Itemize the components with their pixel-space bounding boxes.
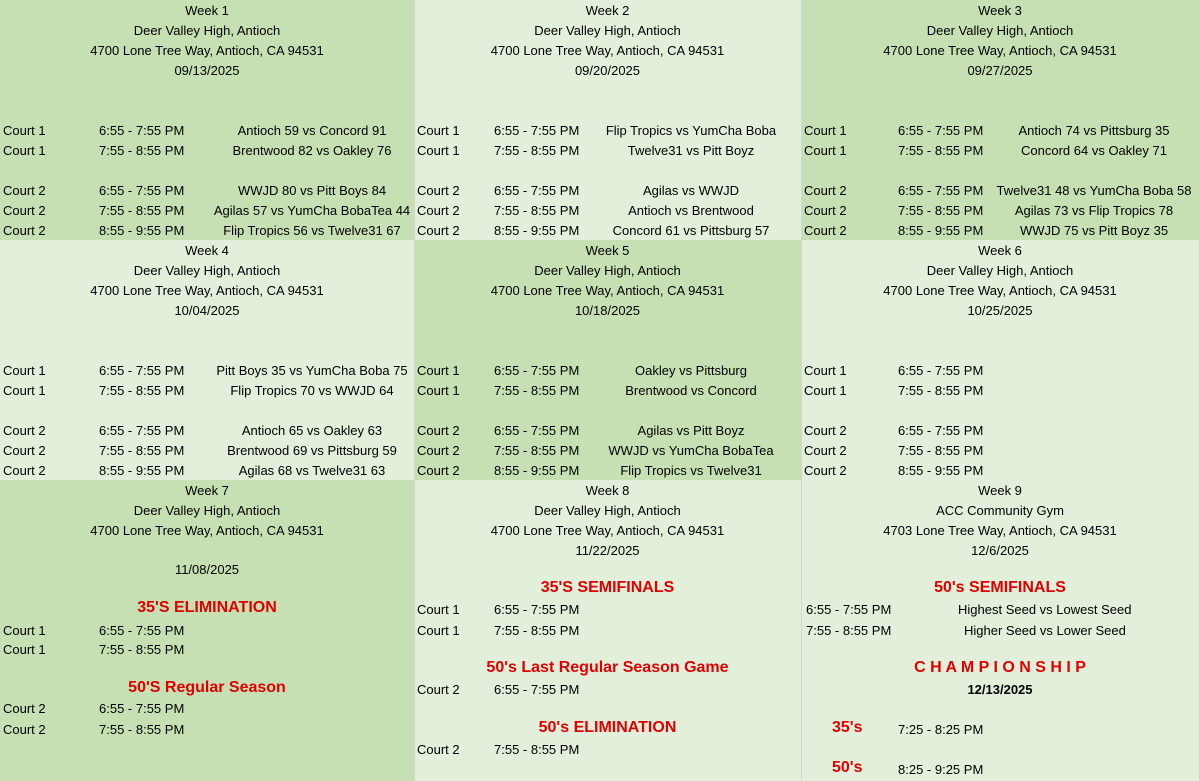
game-time: 7:55 - 8:55 PM [99, 143, 185, 158]
game-matchup: Antioch 74 vs Pittsburg 35 [1018, 123, 1170, 138]
court-label: Court 1 [417, 623, 460, 638]
court-label: Court 2 [804, 463, 847, 478]
court-label: Court 2 [3, 423, 46, 438]
court-label: Court 2 [804, 443, 847, 458]
week-label: Week 4 [185, 243, 229, 258]
court-label: Court 2 [804, 423, 847, 438]
game-time: 7:55 - 8:55 PM [494, 143, 580, 158]
game-time: 7:55 - 8:55 PM [494, 742, 580, 757]
court-label: Court 2 [804, 203, 847, 218]
venue-name: ACC Community Gym [936, 503, 1064, 518]
game-time: 7:55 - 8:55 PM [898, 443, 984, 458]
week-label: Week 6 [978, 243, 1022, 258]
game-time: 7:25 - 8:25 PM [898, 722, 984, 737]
game-time: 6:55 - 7:55 PM [494, 682, 580, 697]
venue-address: 4700 Lone Tree Way, Antioch, CA 94531 [90, 43, 324, 58]
court-label: Court 2 [417, 183, 460, 198]
game-matchup: Brentwood vs Concord [625, 383, 757, 398]
venue-name: Deer Valley High, Antioch [133, 23, 281, 38]
court-label: Court 2 [417, 742, 460, 757]
venue-address: 4703 Lone Tree Way, Antioch, CA 94531 [883, 523, 1117, 538]
game-date: 10/04/2025 [174, 303, 240, 318]
venue-name: Deer Valley High, Antioch [926, 263, 1074, 278]
section-heading: 35'S SEMIFINALS [540, 579, 675, 596]
venue-name: Deer Valley High, Antioch [133, 503, 281, 518]
section-heading: 35'S ELIMINATION [137, 599, 277, 616]
court-label: Court 1 [804, 383, 847, 398]
game-matchup: Highest Seed vs Lowest Seed [958, 602, 1132, 617]
section-heading: 50's SEMIFINALS [934, 579, 1066, 596]
game-time: 7:55 - 8:55 PM [898, 383, 984, 398]
game-time: 6:55 - 7:55 PM [99, 123, 185, 138]
court-label: Court 2 [417, 223, 460, 238]
court-label: Court 2 [804, 183, 847, 198]
venue-name: Deer Valley High, Antioch [534, 263, 681, 278]
game-time: 6:55 - 7:55 PM [494, 363, 580, 378]
week-label: Week 1 [185, 3, 229, 18]
court-label: Court 1 [3, 143, 46, 158]
game-matchup: WWJD vs YumCha BobaTea [608, 443, 774, 458]
game-matchup: Flip Tropics vs YumCha Boba [605, 123, 777, 138]
game-matchup: Flip Tropics 56 vs Twelve31 67 [223, 223, 401, 238]
court-label: Court 2 [3, 183, 46, 198]
venue-address: 4700 Lone Tree Way, Antioch, CA 94531 [883, 283, 1117, 298]
game-time: 6:55 - 7:55 PM [898, 363, 984, 378]
court-label: Court 1 [3, 363, 46, 378]
game-matchup: Agilas 73 vs Flip Tropics 78 [1014, 203, 1174, 218]
game-matchup: Higher Seed vs Lower Seed [964, 623, 1126, 638]
game-time: 7:55 - 8:55 PM [494, 203, 580, 218]
venue-name: Deer Valley High, Antioch [534, 23, 681, 38]
court-label: Court 1 [417, 123, 460, 138]
game-time: 7:55 - 8:55 PM [494, 443, 580, 458]
game-time: 6:55 - 7:55 PM [99, 423, 185, 438]
championship-date: 12/13/2025 [967, 682, 1033, 697]
court-label: Court 2 [417, 203, 460, 218]
division-label: 35's [832, 719, 863, 736]
game-date: 11/22/2025 [575, 543, 640, 558]
court-label: Court 1 [417, 383, 460, 398]
court-label: Court 1 [417, 602, 460, 617]
court-label: Court 2 [3, 443, 46, 458]
game-date: 09/20/2025 [574, 63, 641, 78]
game-date: 10/25/2025 [967, 303, 1033, 318]
game-matchup: WWJD 75 vs Pitt Boyz 35 [1019, 223, 1169, 238]
game-time: 7:55 - 8:55 PM [806, 623, 892, 638]
week-label: Week 8 [585, 483, 630, 498]
venue-name: Deer Valley High, Antioch [926, 23, 1074, 38]
game-matchup: Pitt Boys 35 vs YumCha Boba 75 [216, 363, 408, 378]
court-label: Court 2 [417, 443, 460, 458]
game-time: 6:55 - 7:55 PM [898, 183, 984, 198]
game-date: 09/27/2025 [967, 63, 1033, 78]
court-label: Court 1 [3, 383, 46, 398]
game-time: 6:55 - 7:55 PM [494, 183, 580, 198]
court-label: Court 2 [3, 203, 46, 218]
game-time: 7:55 - 8:55 PM [99, 383, 185, 398]
court-label: Court 2 [417, 682, 460, 697]
week-label: Week 5 [585, 243, 630, 258]
court-label: Court 2 [3, 701, 46, 716]
game-time: 7:55 - 8:55 PM [99, 443, 185, 458]
game-time: 7:55 - 8:55 PM [99, 203, 185, 218]
game-time: 6:55 - 7:55 PM [898, 423, 984, 438]
court-label: Court 2 [417, 423, 460, 438]
court-label: Court 1 [3, 623, 46, 638]
court-label: Court 1 [804, 363, 847, 378]
game-date: 11/08/2025 [174, 562, 240, 577]
game-time: 6:55 - 7:55 PM [806, 602, 892, 617]
game-time: 6:55 - 7:55 PM [494, 423, 580, 438]
game-time: 6:55 - 7:55 PM [898, 123, 984, 138]
week-label: Week 7 [185, 483, 229, 498]
division-label: 50's [832, 759, 863, 776]
game-matchup: Agilas vs Pitt Boyz [637, 423, 745, 438]
court-label: Court 2 [3, 722, 46, 737]
game-time: 8:55 - 9:55 PM [99, 223, 185, 238]
game-matchup: WWJD 80 vs Pitt Boys 84 [237, 183, 387, 198]
court-label: Court 2 [3, 223, 46, 238]
venue-address: 4700 Lone Tree Way, Antioch, CA 94531 [883, 43, 1117, 58]
game-time: 7:55 - 8:55 PM [99, 722, 185, 737]
game-time: 6:55 - 7:55 PM [99, 363, 185, 378]
game-time: 6:55 - 7:55 PM [494, 123, 580, 138]
game-matchup: Flip Tropics vs Twelve31 [620, 463, 762, 478]
game-date: 09/13/2025 [174, 63, 240, 78]
court-label: Court 1 [3, 642, 46, 657]
game-time: 6:55 - 7:55 PM [99, 623, 185, 638]
court-label: Court 2 [3, 463, 46, 478]
game-matchup: Brentwood 82 vs Oakley 76 [232, 143, 392, 158]
game-time: 7:55 - 8:55 PM [898, 203, 984, 218]
venue-address: 4700 Lone Tree Way, Antioch, CA 94531 [90, 283, 324, 298]
game-matchup: Antioch 65 vs Oakley 63 [241, 423, 383, 438]
game-time: 7:55 - 8:55 PM [494, 623, 580, 638]
game-matchup: Agilas vs WWJD [642, 183, 740, 198]
week-label: Week 9 [978, 483, 1022, 498]
game-time: 8:55 - 9:55 PM [494, 463, 580, 478]
game-matchup: Antioch 59 vs Concord 91 [237, 123, 387, 138]
game-time: 7:55 - 8:55 PM [898, 143, 984, 158]
game-time: 7:55 - 8:55 PM [494, 383, 580, 398]
game-matchup: Agilas 57 vs YumCha BobaTea 44 [213, 203, 411, 218]
game-time: 7:55 - 8:55 PM [99, 642, 185, 657]
game-matchup: Antioch vs Brentwood [628, 203, 754, 218]
game-matchup: Agilas 68 vs Twelve31 63 [238, 463, 386, 478]
game-time: 8:25 - 9:25 PM [898, 762, 984, 777]
court-label: Court 1 [417, 143, 460, 158]
game-matchup: Concord 64 vs Oakley 71 [1021, 143, 1167, 158]
court-label: Court 1 [804, 143, 847, 158]
game-time: 6:55 - 7:55 PM [99, 183, 185, 198]
venue-address: 4700 Lone Tree Way, Antioch, CA 94531 [490, 523, 725, 538]
game-time: 6:55 - 7:55 PM [99, 701, 185, 716]
venue-address: 4700 Lone Tree Way, Antioch, CA 94531 [90, 523, 324, 538]
section-heading: 50'S Regular Season [128, 679, 286, 696]
week-label: Week 2 [585, 3, 630, 18]
court-label: Court 1 [3, 123, 46, 138]
venue-address: 4700 Lone Tree Way, Antioch, CA 94531 [490, 43, 725, 58]
game-matchup: Concord 61 vs Pittsburg 57 [612, 223, 770, 238]
game-time: 8:55 - 9:55 PM [99, 463, 185, 478]
section-heading: C H A M P I O N S H I P [914, 659, 1086, 676]
game-date: 10/18/2025 [574, 303, 641, 318]
game-time: 8:55 - 9:55 PM [898, 223, 984, 238]
game-date: 12/6/2025 [971, 543, 1029, 558]
game-matchup: Twelve31 48 vs YumCha Boba 58 [996, 183, 1192, 198]
court-label: Court 2 [804, 223, 847, 238]
venue-name: Deer Valley High, Antioch [534, 503, 681, 518]
venue-address: 4700 Lone Tree Way, Antioch, CA 94531 [490, 283, 725, 298]
game-matchup: Twelve31 vs Pitt Boyz [627, 143, 755, 158]
section-heading: 50's ELIMINATION [538, 719, 677, 736]
game-matchup: Brentwood 69 vs Pittsburg 59 [227, 443, 397, 458]
game-time: 8:55 - 9:55 PM [494, 223, 580, 238]
game-time: 8:55 - 9:55 PM [898, 463, 984, 478]
court-label: Court 1 [804, 123, 847, 138]
week-label: Week 3 [978, 3, 1022, 18]
game-time: 6:55 - 7:55 PM [494, 602, 580, 617]
game-matchup: Oakley vs Pittsburg [635, 363, 747, 378]
section-heading: 50's Last Regular Season Game [486, 659, 729, 676]
court-label: Court 1 [417, 363, 460, 378]
venue-name: Deer Valley High, Antioch [133, 263, 281, 278]
court-label: Court 2 [417, 463, 460, 478]
game-matchup: Flip Tropics 70 vs WWJD 64 [230, 383, 394, 398]
